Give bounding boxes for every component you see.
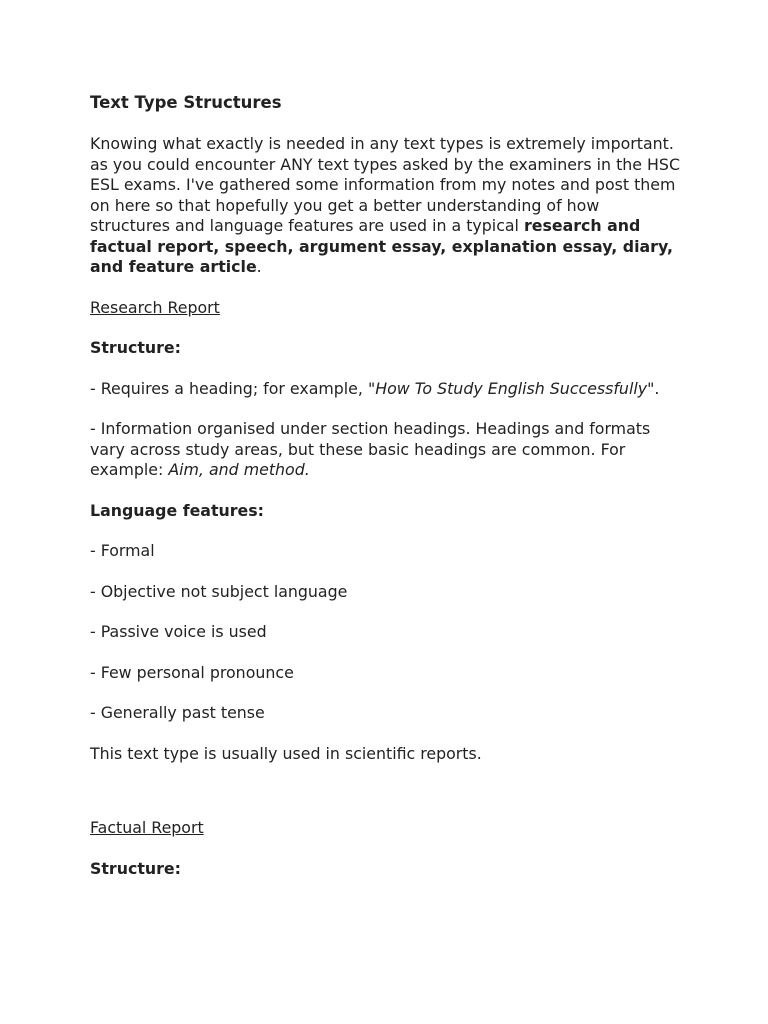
intro-end: . bbox=[256, 257, 262, 276]
research-language-label: Language features: bbox=[90, 500, 264, 520]
research-structure-label: Structure: bbox=[90, 338, 181, 357]
sections-item-example: Aim, and method. bbox=[168, 460, 310, 479]
heading-item-prefix: - Requires a heading; for example, bbox=[90, 378, 368, 398]
feature-item: - Generally past tense bbox=[90, 703, 265, 722]
section-gap bbox=[90, 784, 680, 818]
intro-text: Knowing what exactly is needed in any text types is extremely important. as you could encounter ANY text types asked by the examiners in the HSC ESL exams. I've gathered some information from my notes and post them on here so that hopefully you get a better understanding of how structures and language features are used in a typical bbox=[90, 134, 680, 235]
research-heading-item bbox=[90, 379, 680, 400]
intro-paragraph bbox=[90, 134, 680, 278]
research-usage-note: This text type is usually used in scientific reports. bbox=[90, 743, 482, 763]
feature-item: - Few personal pronounce bbox=[90, 662, 294, 682]
heading-item-suffix: . bbox=[654, 378, 660, 398]
sections-item-prefix: - Information organised under section headings. Headings and formats vary across study areas, but these basic headings are common. For example: bbox=[90, 419, 651, 479]
factual-report-heading: Factual Report bbox=[90, 818, 204, 837]
feature-item: - Objective not subject language bbox=[90, 581, 348, 601]
research-report-heading: Research Report bbox=[90, 297, 220, 317]
document-body bbox=[90, 92, 680, 899]
heading-item-example: "How To Study English Successfully" bbox=[367, 378, 655, 398]
factual-structure-label: Structure: bbox=[90, 858, 181, 878]
intro-bold-text-types: research and factual report, speech, argument essay, explanation essay, diary, and feature article bbox=[90, 216, 674, 276]
document-title: Text Type Structures bbox=[90, 93, 282, 112]
feature-item: - Passive voice is used bbox=[90, 622, 267, 641]
feature-item: - Formal bbox=[90, 541, 155, 560]
research-sections-item bbox=[90, 419, 680, 481]
